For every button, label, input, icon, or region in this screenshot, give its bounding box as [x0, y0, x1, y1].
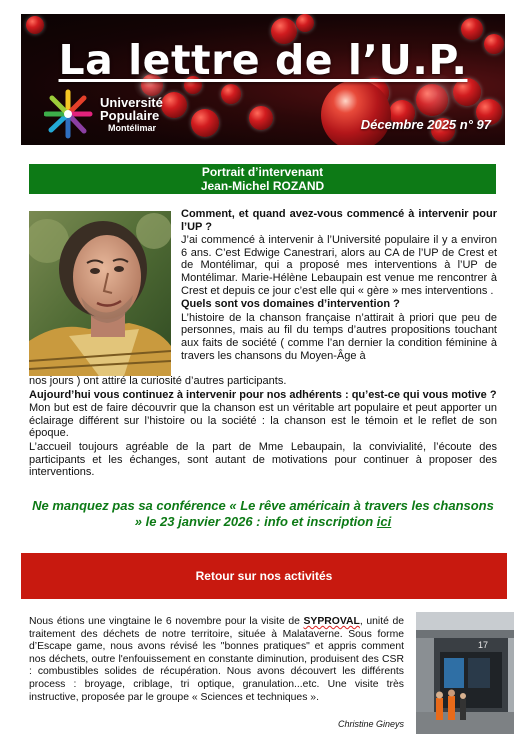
issue-date: Décembre 2025 n° 97	[360, 117, 491, 132]
answer-2-part1: L’histoire de la chanson française n’attirait à priori que peu de personnes, mais au fil du temps d’autres propositions touchant aux faits de société ( comme l’an dernier la condition féminine à travers les chansons du Moyen-Âge à	[181, 311, 497, 362]
answer-3-paragraph-1: Mon but est de faire découvrir que la chanson est un véritable art populaire et peut apporter un éclairage différent sur l’histoire ou la société : la chanson est le témoin et le reflet de son époque.	[29, 402, 497, 440]
conference-text: Ne manquez pas sa conférence « Le rêve américain à travers les chansons » le 23 janvier 2026 : info et inscription	[32, 498, 494, 529]
speaker-portrait-photo	[29, 211, 171, 376]
universite-populaire-logo	[44, 88, 204, 140]
activities-section-heading: Retour sur nos activités	[21, 553, 507, 599]
portrait-section-heading	[29, 164, 496, 194]
berry-decoration	[221, 84, 241, 104]
activity-report-text	[29, 616, 404, 704]
answer-1: J’ai commencé à intervenir à l’Université populaire il y a environ 6 ans. C’est Edwige Canestrari, alors au CA de l’UP de Crest et de Montélimar, qui a proposé mes interventions à l’UP de Montélimar. Marie-Hélène Lebaupain est venue me rencontrer à Crest et depuis ce jour c’est elle qui « gère » mes interventions .	[181, 234, 497, 297]
logo-line1: Université	[100, 95, 163, 110]
activity-text-end: , unité de traitement des déchets de notre territoire, située à Malataverne. Sous forme d’Escape game, nous avons révisé les "bonnes pratiques" et appris comment nos déchets, outre l'enfouissement en constante diminution, produisent des CSR : combustibles solides de récupération. Nous avons découvert les différents process : broyage, criblage, tri optique, granulation...etc. Une visite très instructive, proposée par le groupe « Sciences et techniques ».	[29, 616, 405, 703]
activity-text-start: Nous étions une vingtaine le 6 novembre pour la visite de	[29, 616, 304, 627]
bauble-decoration	[321, 80, 391, 145]
interview-column-right	[181, 208, 497, 363]
speaker-name: Jean-Michel ROZAND	[200, 179, 325, 193]
interview-column-full	[29, 375, 497, 480]
question-3: Aujourd’hui vous continuez à intervenir pour nos adhérents : qu’est-ce qui vous motive ?	[29, 388, 497, 401]
newsletter-title: La lettre de l’U.P.	[58, 36, 468, 84]
registration-link[interactable]: ici	[376, 514, 392, 529]
question-2: Quels sont vos domaines d’intervention ?	[181, 298, 400, 311]
answer-2-part2: nos jours ) ont attiré la curiosité d’autres participants.	[29, 375, 287, 387]
berry-decoration	[26, 16, 44, 34]
berry-decoration	[296, 14, 314, 32]
logo-starburst-icon	[44, 88, 98, 140]
company-name: SYPROVAL	[303, 616, 360, 627]
conference-announcement	[29, 498, 497, 530]
logo-line2: Populaire	[100, 108, 160, 123]
author-signature: Christine Gineys	[337, 719, 404, 729]
logo-city: Montélimar	[108, 123, 157, 133]
logo-name	[100, 96, 163, 122]
newsletter-banner	[21, 14, 505, 145]
site-visit-photo	[416, 612, 514, 734]
berry-decoration	[249, 106, 273, 130]
question-1: Comment, et quand avez-vous commencé à intervenir pour l’UP ?	[181, 208, 497, 233]
answer-3-paragraph-2: L’accueil toujours agréable de la part de Mme Lebaupain, la convivialité, l’écoute des participants et les échanges, sont autant de motivations pour continuer à proposer des interventions.	[29, 440, 497, 479]
section-title: Portrait d’intervenant	[201, 165, 324, 179]
photo-door-number: 17	[478, 640, 489, 650]
